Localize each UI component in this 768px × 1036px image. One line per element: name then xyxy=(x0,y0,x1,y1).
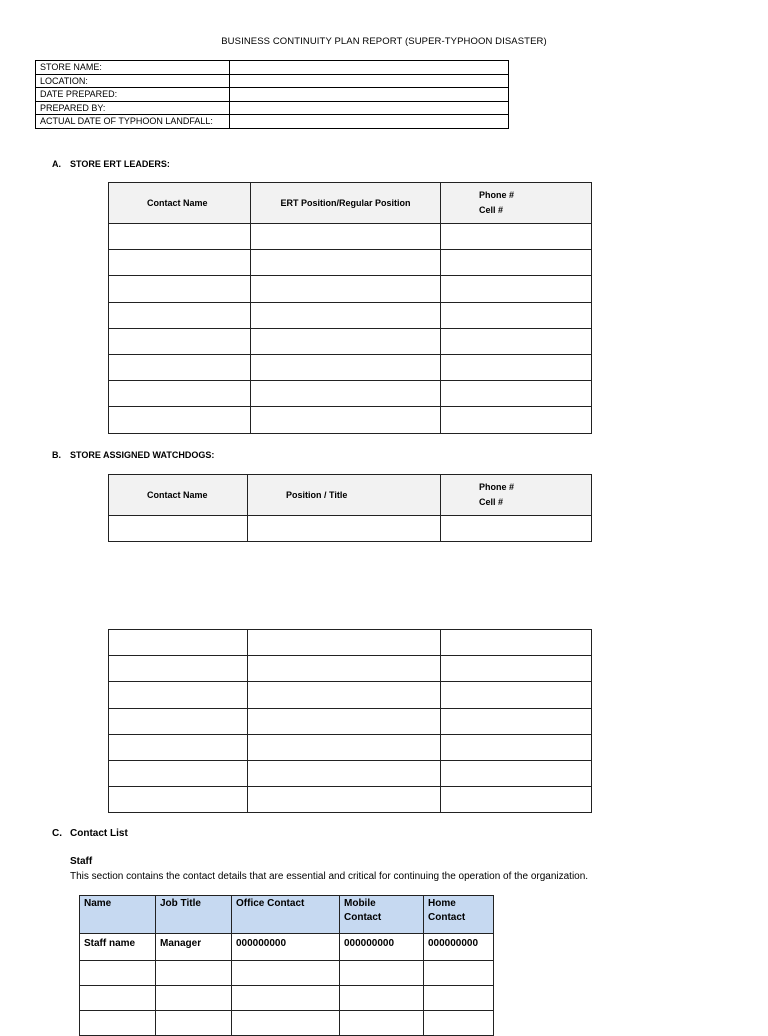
table-row xyxy=(109,224,592,250)
col-header-name: Name xyxy=(80,896,156,934)
office-contact-cell[interactable]: 000000000 xyxy=(232,934,340,961)
table-row xyxy=(109,328,592,354)
table-row xyxy=(109,787,592,813)
table-row xyxy=(109,381,592,407)
document-title: BUSINESS CONTINUITY PLAN REPORT (SUPER-TYPHOON DISASTER) xyxy=(221,36,547,47)
table-cell[interactable] xyxy=(109,302,251,328)
watchdogs-table xyxy=(108,474,592,542)
section-title: Contact List xyxy=(70,828,128,839)
table-cell[interactable] xyxy=(248,656,441,682)
table-row xyxy=(80,986,494,1011)
table-cell[interactable] xyxy=(248,734,441,760)
table-cell[interactable] xyxy=(441,682,592,708)
table-cell[interactable] xyxy=(441,630,592,656)
col-header-contact-name: Contact Name xyxy=(109,475,248,516)
section-title: STORE ASSIGNED WATCHDOGS: xyxy=(70,450,215,460)
home-contact-cell[interactable]: 000000000 xyxy=(424,934,494,961)
table-cell[interactable] xyxy=(441,354,592,380)
table-row xyxy=(109,682,592,708)
cell-label: Cell # xyxy=(479,497,504,507)
section-letter: B. xyxy=(52,450,61,460)
table-row xyxy=(109,302,592,328)
section-a-heading xyxy=(52,159,170,169)
table-cell[interactable] xyxy=(251,224,441,250)
phone-label: Phone # xyxy=(479,190,515,200)
table-cell[interactable] xyxy=(441,787,592,813)
col-header-home-contact xyxy=(424,896,494,934)
table-cell[interactable] xyxy=(251,407,441,433)
table-cell[interactable] xyxy=(441,407,592,433)
table-cell[interactable] xyxy=(424,1011,494,1036)
store-info-table xyxy=(35,60,509,129)
table-cell[interactable] xyxy=(441,656,592,682)
info-row xyxy=(36,74,509,88)
info-row xyxy=(36,115,509,129)
table-row xyxy=(109,354,592,380)
info-value-field[interactable] xyxy=(230,88,509,102)
table-row xyxy=(109,760,592,786)
table-cell[interactable] xyxy=(340,986,424,1011)
table-cell[interactable] xyxy=(441,302,592,328)
section-letter: A. xyxy=(52,159,61,169)
section-c-heading xyxy=(52,828,128,839)
table-cell[interactable] xyxy=(248,787,441,813)
info-row xyxy=(36,61,509,75)
table-cell[interactable] xyxy=(232,986,340,1011)
table-cell[interactable] xyxy=(441,760,592,786)
info-value-field[interactable] xyxy=(230,74,509,88)
table-row xyxy=(109,734,592,760)
header-line: Mobile xyxy=(344,898,376,909)
section-title: STORE ERT LEADERS: xyxy=(70,159,170,169)
info-value-field[interactable] xyxy=(230,115,509,129)
table-header-row xyxy=(109,475,592,516)
mobile-contact-cell[interactable]: 000000000 xyxy=(340,934,424,961)
table-cell[interactable] xyxy=(232,961,340,986)
table-cell[interactable] xyxy=(251,354,441,380)
table-cell[interactable] xyxy=(251,302,441,328)
staff-description: This section contains the contact details that are essential and critical for continuing the operation of the organization. xyxy=(70,871,589,882)
table-cell[interactable] xyxy=(80,986,156,1011)
col-header-ert-position: ERT Position/Regular Position xyxy=(251,183,441,224)
info-label: DATE PREPARED: xyxy=(36,88,230,102)
table-cell[interactable] xyxy=(156,961,232,986)
table-cell[interactable] xyxy=(251,381,441,407)
table-cell[interactable] xyxy=(441,734,592,760)
table-row xyxy=(109,407,592,433)
table-cell[interactable] xyxy=(441,276,592,302)
table-cell[interactable] xyxy=(80,1011,156,1036)
col-header-phone xyxy=(441,183,592,224)
table-row xyxy=(109,630,592,656)
table-cell[interactable] xyxy=(248,682,441,708)
info-label: LOCATION: xyxy=(36,74,230,88)
staff-name-cell[interactable]: Staff name xyxy=(80,934,156,961)
watchdogs-table-continued xyxy=(108,629,592,813)
section-b-heading xyxy=(52,450,214,460)
col-header-office-contact: Office Contact xyxy=(232,896,340,934)
col-header-position-title: Position / Title xyxy=(248,475,441,516)
table-cell[interactable] xyxy=(232,1011,340,1036)
info-row xyxy=(36,101,509,115)
table-cell[interactable] xyxy=(109,760,248,786)
section-letter: C. xyxy=(52,828,62,839)
table-cell[interactable] xyxy=(109,656,248,682)
table-cell[interactable] xyxy=(251,276,441,302)
table-cell[interactable] xyxy=(156,1011,232,1036)
header-line: Contact xyxy=(428,912,466,923)
table-cell[interactable] xyxy=(109,224,251,250)
col-header-job-title: Job Title xyxy=(156,896,232,934)
table-cell[interactable] xyxy=(109,787,248,813)
col-header-phone xyxy=(441,475,592,516)
table-cell[interactable] xyxy=(109,630,248,656)
staff-subheading: Staff xyxy=(70,856,93,867)
table-cell[interactable] xyxy=(109,708,248,734)
table-cell[interactable] xyxy=(248,516,441,542)
table-cell[interactable] xyxy=(109,328,251,354)
table-row xyxy=(80,934,494,961)
table-cell[interactable] xyxy=(441,708,592,734)
table-cell[interactable] xyxy=(109,250,251,276)
table-cell[interactable] xyxy=(251,328,441,354)
table-cell[interactable] xyxy=(441,381,592,407)
table-row xyxy=(109,250,592,276)
table-header-row xyxy=(80,896,494,934)
table-row xyxy=(80,1011,494,1036)
info-label: ACTUAL DATE OF TYPHOON LANDFALL: xyxy=(36,115,230,129)
table-cell[interactable] xyxy=(80,961,156,986)
table-header-row xyxy=(109,183,592,224)
table-cell[interactable] xyxy=(248,630,441,656)
info-value-field[interactable] xyxy=(230,101,509,115)
table-cell[interactable] xyxy=(441,224,592,250)
table-cell[interactable] xyxy=(109,407,251,433)
table-cell[interactable] xyxy=(156,986,232,1011)
job-title-cell[interactable]: Manager xyxy=(156,934,232,961)
table-row xyxy=(109,276,592,302)
table-row xyxy=(109,708,592,734)
table-cell[interactable] xyxy=(441,250,592,276)
table-row xyxy=(109,516,592,542)
table-row xyxy=(80,961,494,986)
table-cell[interactable] xyxy=(109,381,251,407)
table-cell[interactable] xyxy=(109,516,248,542)
info-label: STORE NAME: xyxy=(36,61,230,75)
header-line: Contact xyxy=(344,912,382,923)
header-line: Home xyxy=(428,898,456,909)
table-cell[interactable] xyxy=(251,250,441,276)
table-cell[interactable] xyxy=(340,1011,424,1036)
staff-contact-table xyxy=(79,895,494,1036)
table-cell[interactable] xyxy=(109,682,248,708)
cell-label: Cell # xyxy=(479,205,504,215)
phone-label: Phone # xyxy=(479,482,515,492)
info-row xyxy=(36,88,509,102)
table-cell[interactable] xyxy=(340,961,424,986)
col-header-contact-name: Contact Name xyxy=(109,183,251,224)
table-cell[interactable] xyxy=(109,354,251,380)
info-label: PREPARED BY: xyxy=(36,101,230,115)
table-cell[interactable] xyxy=(424,961,494,986)
table-cell[interactable] xyxy=(424,986,494,1011)
table-cell[interactable] xyxy=(248,708,441,734)
table-cell[interactable] xyxy=(109,734,248,760)
info-value-field[interactable] xyxy=(230,61,509,75)
table-cell[interactable] xyxy=(248,760,441,786)
table-cell[interactable] xyxy=(441,328,592,354)
table-cell[interactable] xyxy=(441,516,592,542)
table-row xyxy=(109,656,592,682)
table-cell[interactable] xyxy=(109,276,251,302)
ert-leaders-table xyxy=(108,182,592,434)
col-header-mobile-contact xyxy=(340,896,424,934)
